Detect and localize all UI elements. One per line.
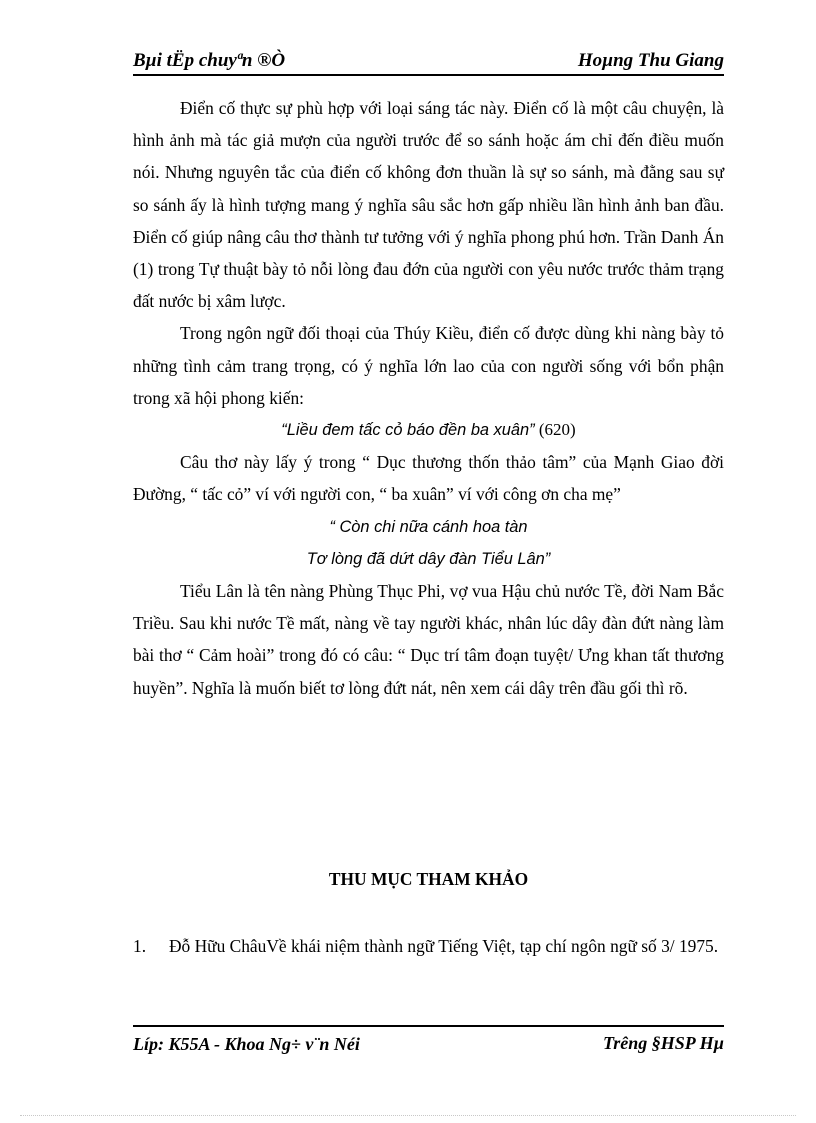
- body-text: [133, 92, 724, 704]
- header-left-text: Bµi tËp chuyªn ®Ò: [133, 50, 286, 71]
- reference-number: 1.: [133, 936, 147, 956]
- paragraph-2: Trong ngôn ngữ đối thoại của Thúy Kiều, điển cố được dùng khi nàng bày tỏ những tình cảm trang trọng, có ý nghĩa lớn lao của con người sống với bổn phận trong xã hội phong kiến:: [133, 323, 724, 408]
- paragraph-3: Câu thơ này lấy ý trong “ Dục thương thốn thảo tâm” của Mạnh Giao đời Đường, “ tấc cỏ” ví với người con, “ ba xuân” ví với công ơn cha mẹ”: [133, 452, 724, 505]
- verse-2-line-2: Tơ lòng đã dứt dây đàn Tiểu Lân”: [306, 549, 551, 568]
- header-right-text: Hoµng Thu Giang: [577, 50, 724, 71]
- verse-line-1: [133, 414, 724, 446]
- reference-text: Đỗ Hữu ChâuVề khái niệm thành ngữ Tiếng Việt, tạp chí ngôn ngữ số 3/ 1975.: [169, 936, 719, 956]
- footer-right-text: Trêng §HSP Hµ: [602, 1033, 724, 1053]
- reference-item: [133, 930, 724, 962]
- paragraph-4: Tiểu Lân là tên nàng Phùng Thục Phi, vợ vua Hậu chủ nước Tề, đời Nam Bắc Triều. Sau khi nước Tề mất, nàng về tay người khác, nhân lúc dây đàn đứt nàng làm bài thơ “ Cảm hoài” trong đó có câu: “ Dục trí tâm đoạn tuyệt/ Ưng khan tất thương huyền”. Nghĩa là muốn biết tơ lòng đứt nát, nên xem cái dây trên đầu gối thì rõ.: [133, 581, 724, 698]
- paragraph-1: Điển cố thực sự phù hợp với loại sáng tác này. Điển cố là một câu chuyện, là hình ảnh mà tác giả mượn của người trước để so sánh hoặc ám chỉ đến điều muốn nói. Nhưng nguyên tắc của điển cố không đơn thuần là sự so sánh, mà đằng sau sự so sánh ấy là hình tượng mang ý nghĩa sâu sắc hơn gấp nhiều lần hình ảnh ban đầu. Điển cố giúp nâng câu thơ thành tư tưởng với ý nghĩa phong phú hơn. Trần Danh Án (1) trong Tự thuật bày tỏ nỗi lòng đau đớn của người con yêu nước trước thảm trạng đất nước bị xâm lược.: [133, 98, 724, 312]
- verse-line-1-text: “Liều đem tấc cỏ báo đền ba xuân”: [281, 421, 535, 440]
- verse-2-line-1: “ Còn chi nữa cánh hoa tàn: [329, 517, 528, 536]
- page-header: [133, 48, 724, 76]
- verse-line-1-number: (620): [534, 420, 576, 440]
- footer-left-text: Líp: K55A - Khoa Ng÷ v¨n Néi: [133, 1034, 360, 1054]
- references-title: THU MỤC THAM KHẢO: [328, 869, 529, 889]
- page-footer: [133, 1025, 724, 1054]
- page-bottom-divider: [20, 1115, 796, 1116]
